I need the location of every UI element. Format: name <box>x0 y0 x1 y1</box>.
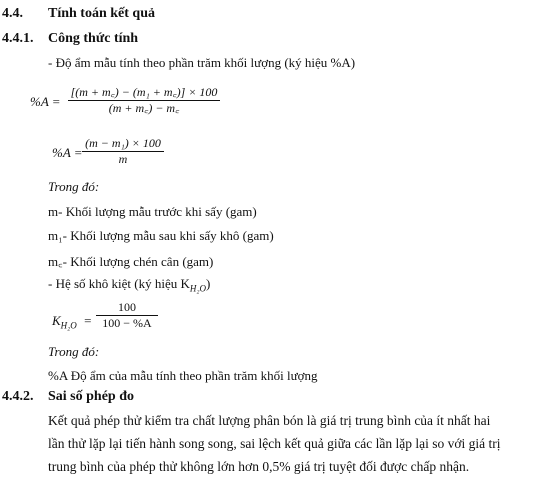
formula2-lhs: %A = <box>52 145 83 160</box>
section-title-4-4: Tính toán kết quả <box>48 6 155 21</box>
formula2-denominator: m <box>118 151 128 166</box>
moisture-intro: - Độ ẩm mẫu tính theo phần trăm khối lượng (ký hiệu %A) <box>48 55 356 70</box>
definition-symbol: m꜀ <box>48 254 63 269</box>
definition-symbol: m <box>48 204 59 219</box>
formula3-subscript: H₂O <box>60 320 77 331</box>
where-label-2: Trong đó: <box>48 344 100 359</box>
formula3-fraction <box>96 301 158 329</box>
formula1-denominator: (m + m꜀) − m꜀ <box>108 100 180 115</box>
formula2-numerator: (m − m₁) × 100 <box>85 136 161 150</box>
formula2-fraction <box>82 137 164 165</box>
formula3-lhs <box>52 313 91 331</box>
formula1-numerator: [(m + m꜀) − (m₁ + m꜀)] × 100 <box>70 85 218 99</box>
formula3-symbol: K <box>52 313 61 328</box>
section-number-4-4-1: 4.4.1. <box>2 31 34 46</box>
section-title-4-4-1: Công thức tính <box>48 31 139 46</box>
paragraph-line: lần thử lặp lại tiến hành song song, sai lệch kết quả giữa các lần lặp lại so với giá trị <box>48 436 501 451</box>
dryness-subscript: H₂O <box>189 283 207 294</box>
formula3-equals: = <box>84 313 92 328</box>
dryness-intro-close: ) <box>206 276 211 291</box>
definition-text: - Khối lượng chén cân (gam) <box>62 254 214 269</box>
percent-a-definition: %A Độ ẩm của mẫu tính theo phần trăm khối lượng <box>48 368 318 383</box>
formula3-numerator: 100 <box>118 300 136 314</box>
paragraph-line: Kết quả phép thử kiểm tra chất lượng phân bón là giá trị trung bình của ít nhất hai <box>48 413 491 428</box>
paragraph-line: trung bình của phép thử không lớn hơn 0,5% giá trị tuyệt đối được chấp nhận. <box>48 459 470 474</box>
dryness-intro <box>48 276 210 294</box>
section-number-4-4: 4.4. <box>2 6 23 21</box>
formula3-denominator: 100 − %A <box>102 315 152 330</box>
section-number-4-4-2: 4.4.2. <box>2 389 34 404</box>
section-title-4-4-2: Sai số phép đo <box>48 389 134 404</box>
dryness-intro-text: - Hệ số khô kiệt (ký hiệu K <box>48 276 190 291</box>
definition-row-m <box>48 204 257 220</box>
definition-row-mc <box>48 252 213 270</box>
formula1-fraction <box>68 86 220 114</box>
definition-symbol: m₁ <box>48 228 63 243</box>
error-paragraph <box>48 409 548 478</box>
definition-text: - Khối lượng mẫu trước khi sấy (gam) <box>58 204 257 219</box>
definition-row-m1 <box>48 228 274 244</box>
definition-text: - Khối lượng mẫu sau khi sấy khô (gam) <box>62 228 274 243</box>
formula1-lhs: %A = <box>30 94 61 109</box>
where-label-1: Trong đó: <box>48 179 100 194</box>
